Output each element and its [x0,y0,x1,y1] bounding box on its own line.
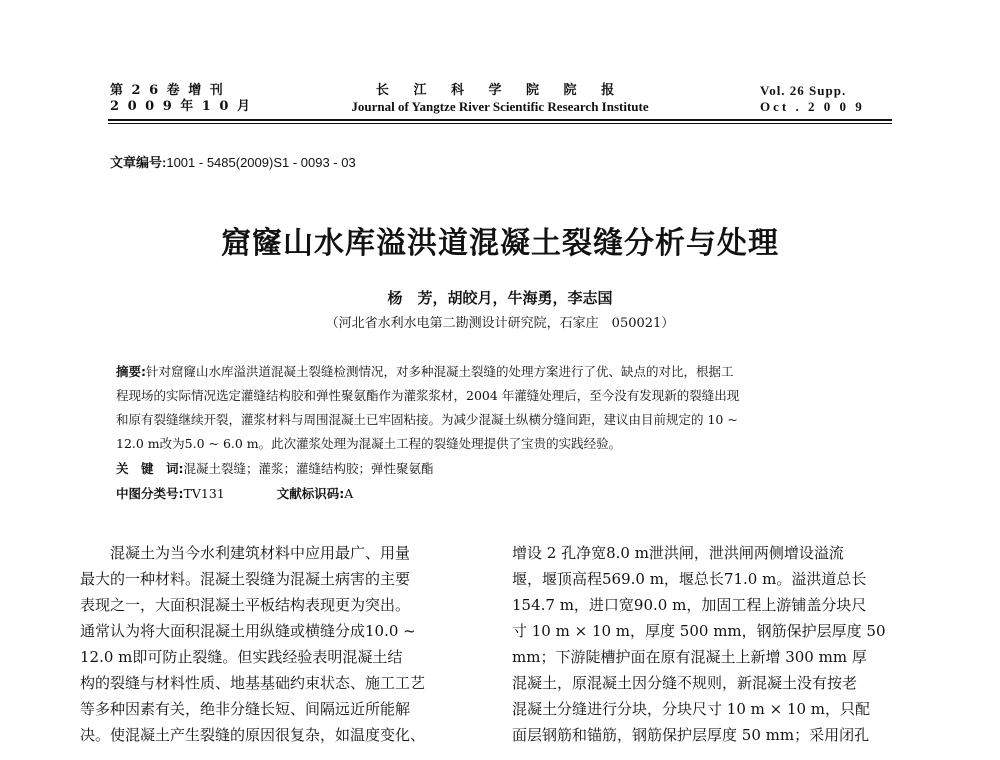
body-line: 表现之一，大面积混凝土平板结构表现更为突出。 [80,596,411,614]
clc-value: TV131 [183,486,225,501]
header-month-year: Oct . 2 0 0 9 [760,99,865,114]
header-volume: 第 2 6 卷 增 刊 [110,83,225,98]
abstract-line: 12.0 m改为5.0 ~ 6.0 m。此次灌浆处理为混凝土工程的裂缝处理提供了宝贵的实践经验。 [116,436,622,451]
abstract-line: 和原有裂缝继续开裂，灌浆材料与周围混凝土已牢固粘接。为减少混凝土纵横分缝间距，建议由目前规定的 10 ~ [116,412,738,427]
body-line: 混凝土分缝进行分块，分块尺寸 10 m × 10 m，只配 [512,700,871,718]
journal-name-cn: 长 江 科 学 院 院 报 [375,83,625,98]
affiliation: （河北省水利水电第二勘测设计研究院，石家庄 050021） [325,316,675,331]
body-line: 最大的一种材料。混凝土裂缝为混凝土病害的主要 [80,570,411,588]
body-line: 增设 2 孔净宽8.0 m泄洪闸，泄洪闸两侧增设溢流 [512,544,844,562]
keywords-value: 混凝土裂缝；灌浆；灌缝结构胶；弹性聚氨酯 [183,461,434,476]
body-line: 寸 10 m × 10 m，厚度 500 mm，钢筋保护层厚度 50 [512,622,886,640]
body-line: 混凝土，原混凝土因分缝不规则，新混凝土没有按老 [512,674,858,692]
body-line: 等多种因素有关，绝非分缝长短、间隔远近所能解 [80,700,411,718]
body-line: 154.7 m，进口宽90.0 m，加固工程上游铺盖分块尺 [512,596,867,614]
keywords [116,459,434,479]
body-line: 通常认为将大面积混凝土用纵缝或横缝分成10.0 ~ [80,622,416,640]
body-line: 混凝土为当今水利建筑材料中应用最广、用量 [80,544,411,562]
article-number-value: 1001 - 5485(2009)S1 - 0093 - 03 [166,155,356,170]
clc-label: 中图分类号: [116,486,184,501]
body-line: 构的裂缝与材料性质、地基基础约束状态、施工工艺 [80,674,426,692]
abstract-line [116,362,734,382]
paper-title: 窟窿山水库溢洪道混凝土裂缝分析与处理 [221,226,779,261]
header-vol-supp: Vol. 26 Supp. [760,83,847,98]
abstract-line: 程现场的实际情况选定灌缝结构胶和弹性聚氨酯作为灌浆浆材，2004 年灌缝处理后，至今没有发现新的裂缝出现 [116,388,740,403]
body-line: 12.0 m即可防止裂缝。但实践经验表明混凝土结 [80,648,403,666]
body-line: mm；下游陡槽护面在原有混凝土上新增 300 mm 厚 [512,648,867,666]
header-rule-thick [108,119,892,121]
doc-code-label: 文献标识码: [276,486,345,501]
body-column-right [512,540,922,748]
authors: 杨 芳，胡皎月，牛海勇，李志国 [387,289,613,307]
article-number [110,152,356,171]
journal-name-en: Journal of Yangtze River Scientific Research Institute [351,99,649,114]
header-vol-en [760,83,865,115]
body-column-left [80,540,490,748]
header-rule-thin [108,123,892,124]
header-date: 2 0 0 9 年 1 0 月 [110,99,252,114]
body-line: 堰，堰顶高程569.0 m，堰总长71.0 m。溢洪道总长 [512,570,867,588]
abstract-text: 针对窟窿山水库溢洪道混凝土裂缝检测情况，对多种混凝土裂缝的处理方案进行了优、缺点的对比，根据工 [146,364,734,379]
body-line: 面层钢筋和锚筋，钢筋保护层厚度 50 mm；采用闭孔 [512,726,870,744]
article-number-label: 文章编号: [110,155,167,170]
abstract-label: 摘要: [116,364,146,379]
doc-code-value: A [344,486,354,501]
body-line: 决。使混凝土产生裂缝的原因很复杂，如温度变化、 [80,726,426,744]
classification [116,484,353,504]
keywords-label: 关 键 词: [116,461,184,476]
